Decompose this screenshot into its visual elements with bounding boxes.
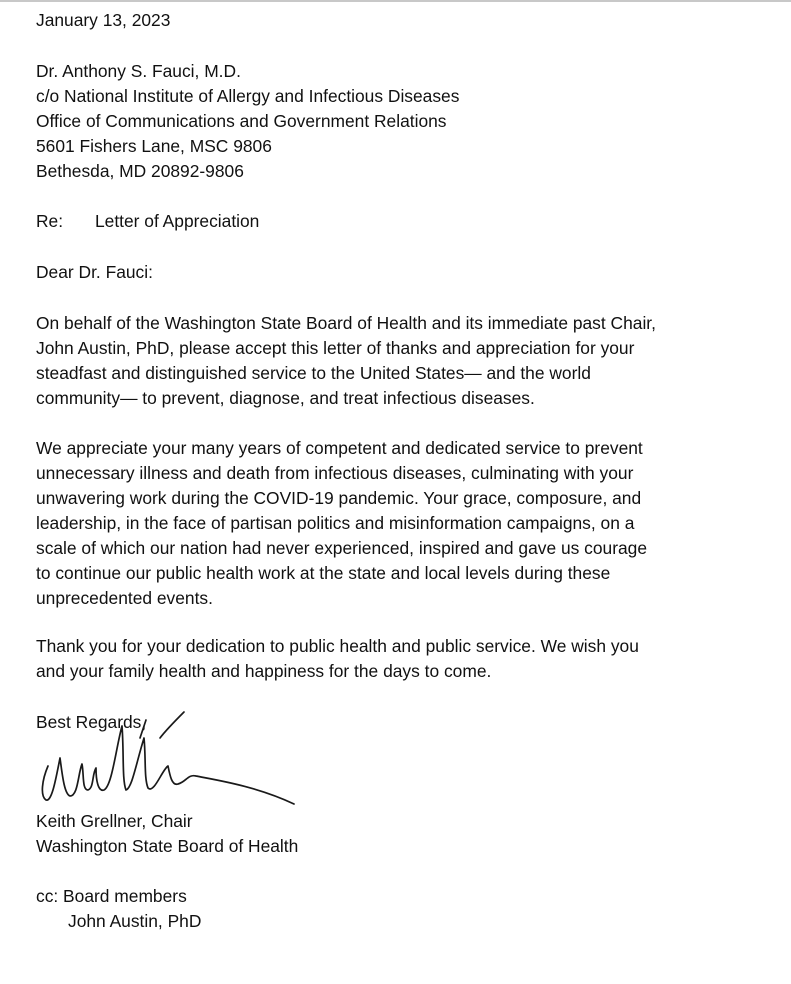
cc-recipient: John Austin, PhD [68, 911, 202, 931]
paragraph-line: unwavering work during the COVID-19 pandemic. Your grace, composure, and [36, 488, 642, 508]
paragraph-line: steadfast and distinguished service to the United States— and the world [36, 363, 591, 383]
paragraph-line: community— to prevent, diagnose, and treat infectious diseases. [36, 388, 535, 408]
handwritten-signature [26, 708, 306, 828]
letter-date: January 13, 2023 [36, 10, 171, 30]
paragraph-line: John Austin, PhD, please accept this letter of thanks and appreciation for your [36, 338, 635, 358]
page-top-border [0, 0, 791, 2]
recipient-address-line: Office of Communications and Government Relations [36, 111, 447, 131]
paragraph-line: and your family health and happiness for the days to come. [36, 661, 492, 681]
signer-name-title: Keith Grellner, Chair [36, 811, 193, 831]
paragraph-line: We appreciate your many years of competent and dedicated service to prevent [36, 438, 643, 458]
paragraph-line: leadership, in the face of partisan politics and misinformation campaigns, on a [36, 513, 635, 533]
recipient-name: Dr. Anthony S. Fauci, M.D. [36, 61, 241, 81]
recipient-address-line: 5601 Fishers Lane, MSC 9806 [36, 136, 272, 156]
signer-organization: Washington State Board of Health [36, 836, 299, 856]
cc-label: cc: Board members [36, 886, 187, 906]
paragraph-line: scale of which our nation had never experienced, inspired and gave us courage [36, 538, 647, 558]
paragraph-line: unnecessary illness and death from infectious diseases, culminating with your [36, 463, 634, 483]
paragraph-line: On behalf of the Washington State Board of Health and its immediate past Chair, [36, 313, 656, 333]
salutation: Dear Dr. Fauci: [36, 262, 153, 282]
paragraph-line: Thank you for your dedication to public health and public service. We wish you [36, 636, 639, 656]
closing: Best Regards, [36, 712, 147, 732]
subject-text: Letter of Appreciation [95, 211, 260, 231]
paragraph-line: unprecedented events. [36, 588, 213, 608]
subject-label: Re: [36, 211, 64, 231]
recipient-address-line: c/o National Institute of Allergy and Infectious Diseases [36, 86, 460, 106]
recipient-address-line: Bethesda, MD 20892-9806 [36, 161, 244, 181]
paragraph-line: to continue our public health work at the state and local levels during these [36, 563, 611, 583]
